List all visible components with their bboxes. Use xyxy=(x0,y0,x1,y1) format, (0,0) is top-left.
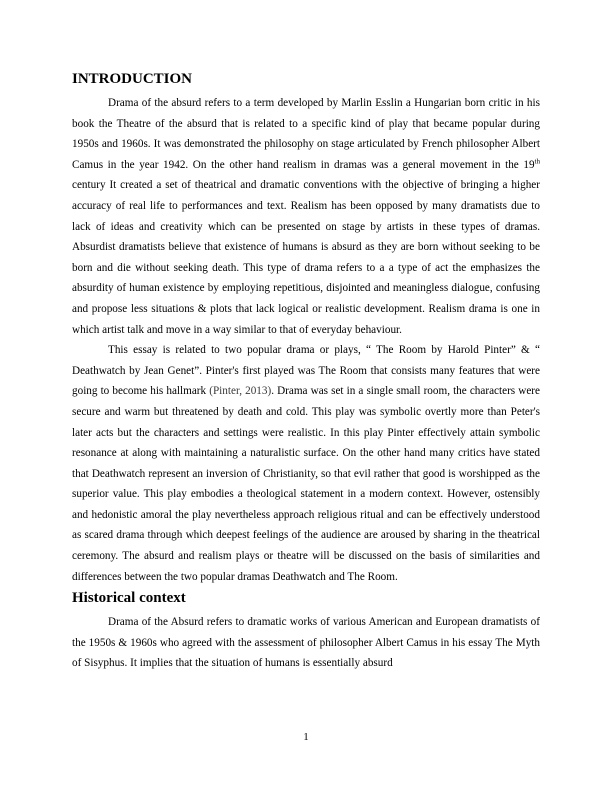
intro-para1-text-a: Drama of the absurd refers to a term developed by Marlin Esslin a Hungarian born critic in his book the Theatre of the absurd that is related to a specific kind of play that became popular during 1950s and 1960s. It was demonstrated the philosophy on stage articulated by French philosopher Albert Camus in the year 1942. On the other hand realism in dramas was a general movement in the 19 xyxy=(72,97,540,171)
intro-para2-text-b: . Drama was set in a single small room, the characters were secure and warm but threatened by death and cold. This play was symbolic overtly more than Peter's later acts but the characters and settings were realistic. In this play Pinter effectively attain symbolic resonance at along with maintaining a naturalistic surface. On the other hand many critics have stated that Deathwatch represent an inversion of Christianity, so that evil rather that good is worshipped as the superior value. This play embodies a theological statement in a modern context. However, ostensibly and hedonistic amoral the play nevertheless approach religious ritual and can be effectively understood as scared drama through which deepest feelings of the audience are aroused by sharing in the theatrical ceremony. The absurd and realism plays or theatre will be discussed on the basis of similarities and differences between the two popular dramas Deathwatch and The Room. xyxy=(72,385,540,583)
section-heading-introduction: INTRODUCTION xyxy=(72,71,193,87)
section-heading-historical-context: Historical context xyxy=(72,590,186,607)
page-number: 1 xyxy=(303,731,309,743)
introduction-paragraph-2 xyxy=(72,340,540,587)
historical-context-paragraph-1: Drama of the Absurd refers to dramatic works of various American and European dramatists of the 1950s & 1960s who agreed with the assessment of philosopher Albert Camus in his essay The Myth of Sisyphus. It implies that the situation of humans is essentially absurd xyxy=(72,616,540,670)
citation: (Pinter, 2013) xyxy=(209,385,272,398)
introduction-paragraph-1 xyxy=(72,93,540,340)
intro-para2-text-a: This essay is related to two popular drama or plays, “ The Room by Harold Pinter” & “ Deathwatch by Jean Genet”. Pinter's first played was The Room that consists many features that were going to become his hallmark xyxy=(72,344,540,398)
intro-para1-text-b: century It created a set of theatrical and dramatic conventions with the objective of bringing a higher accuracy of real life to performances and text. Realism has been opposed by many dramatists due to lack of ideas and creativity which can be presented on stage by artists in these types of dramas. Absurdist dramatists believe that existence of humans is absurd as they are born without seeking to be born and die without seeking death. This type of drama refers to a a type of act the emphasizes the absurdity of human existence by employing repetitious, disjointed and meaningless dialogue, confusing and propose less situations & plots that lack logical or realistic development. Realism drama is one in which artist talk and move in a way similar to that of everyday behaviour. xyxy=(72,179,540,336)
document-body xyxy=(72,70,540,674)
ordinal-superscript: th xyxy=(534,157,540,166)
